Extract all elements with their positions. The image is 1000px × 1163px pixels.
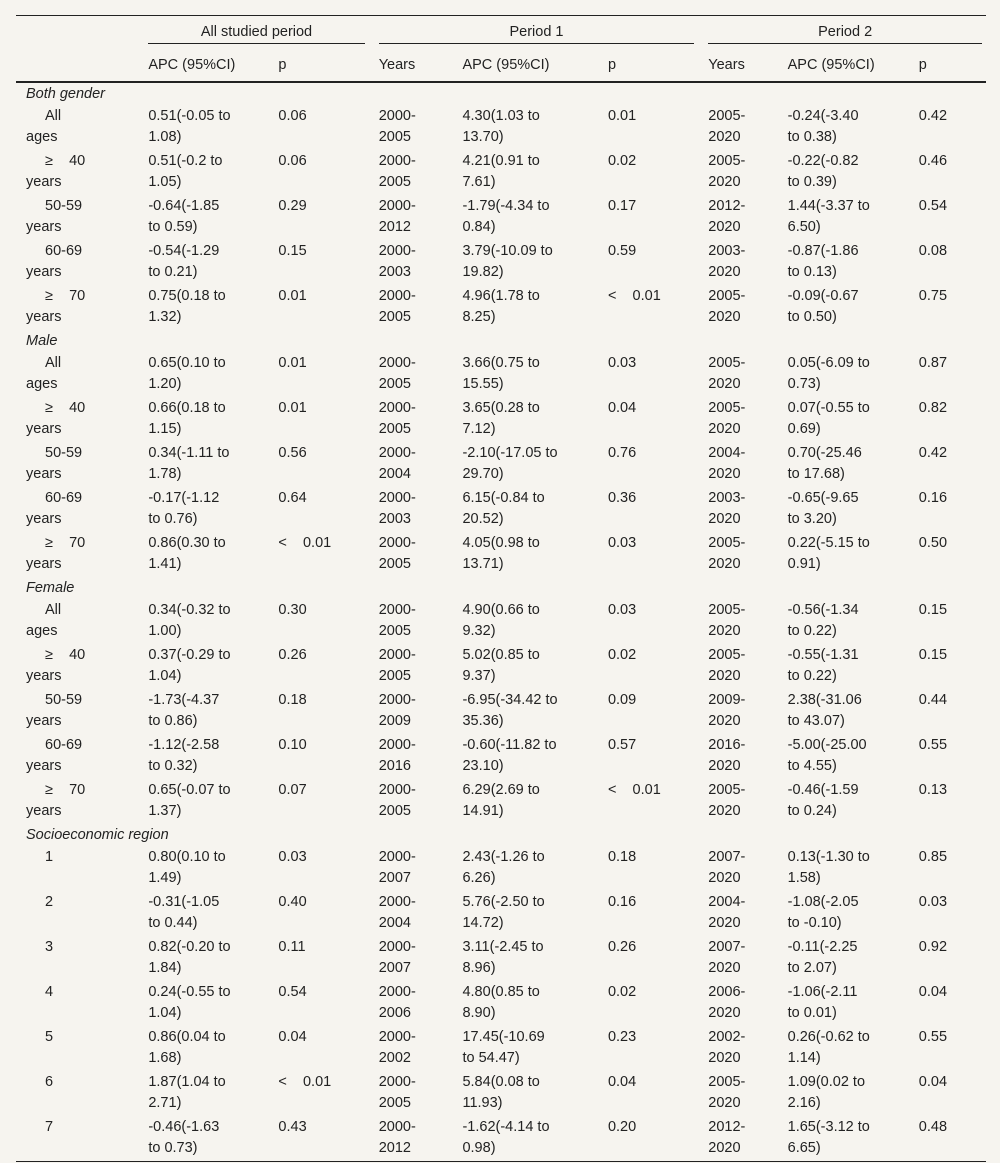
table-cell: 1.09(0.02 to 2.16) [787,1074,866,1111]
table-cell: 0.87 [918,355,948,371]
table-cell: 0.22(-5.15 to 0.91) [787,535,870,572]
table-cell: -1.12(-2.58 to 0.32) [148,737,220,774]
row-label-part: 2 [45,894,54,910]
section-title: Both gender [26,86,106,102]
row-label-part: 4 [45,984,54,1000]
row-label-part: 3 [45,939,54,955]
table-cell: 0.03 [918,894,948,910]
table-row [16,689,986,734]
table-cell: 2006- 2020 [708,984,746,1021]
table-row [16,936,986,981]
row-label [16,1026,138,1071]
table-cell: < 0.01 [607,288,661,304]
row-label-part: 1 [45,849,54,865]
table-cell: 0.09 [607,692,637,708]
table-cell: 0.01 [278,288,307,304]
table-cell: 2012- 2020 [708,198,746,235]
table-cell: 0.29 [278,198,307,214]
table-cell: 5.84(0.08 to 11.93) [462,1074,540,1111]
table-cell: -0.22(-0.82 to 0.39) [787,153,859,190]
table-row [16,487,986,532]
table-cell: -1.06(-2.11 to 0.01) [787,984,858,1021]
table-cell: 2004- 2020 [708,445,746,482]
table-cell: 0.92 [918,939,948,955]
table-row [16,644,986,689]
row-label-part: years [26,421,62,437]
table-cell: 0.66(0.18 to 1.15) [148,400,226,437]
table-cell: 2000- 2005 [378,647,416,684]
apc-table [16,15,986,1162]
table-cell: 2005- 2020 [708,400,746,437]
row-label [16,779,138,824]
table-cell: 0.03 [607,602,637,618]
table-cell: 2009- 2020 [708,692,746,729]
table-row [16,532,986,577]
table-cell: 0.13 [918,782,948,798]
table-cell: -0.24(-3.40 to 0.38) [787,108,859,145]
table-cell: 0.44 [918,692,948,708]
table-cell: 2000- 2003 [378,490,416,527]
row-label-part: All [45,355,62,371]
table-cell: -1.62(-4.14 to 0.98) [462,1119,550,1156]
table-cell: 3.79(-10.09 to 19.82) [462,243,553,280]
table-cell: 2.43(-1.26 to 6.26) [462,849,545,886]
header-group-row [16,16,986,50]
header-column-row [16,49,986,82]
table-cell: 4.30(1.03 to 13.70) [462,108,540,145]
table-row [16,1071,986,1116]
table-cell: 2003- 2020 [708,243,746,280]
table-cell: 0.37(-0.29 to 1.04) [148,647,231,684]
table-row [16,846,986,891]
table-row [16,352,986,397]
row-label-part: years [26,174,62,190]
table-cell: 6.29(2.69 to 14.91) [462,782,540,819]
table-cell: 0.82 [918,400,948,416]
table-cell: 0.86(0.30 to 1.41) [148,535,226,572]
table-cell: 0.65(0.10 to 1.20) [148,355,226,392]
table-cell: 2005- 2020 [708,355,746,392]
table-cell: 4.96(1.78 to 8.25) [462,288,540,325]
section-header-row [16,577,986,599]
table-cell: 2000- 2012 [378,198,416,235]
column-header: p [918,56,927,73]
column-header: APC (95%CI) [148,56,236,73]
table-cell: 0.55 [918,1029,948,1045]
table-cell: -2.10(-17.05 to 29.70) [462,445,558,482]
table-cell: 2005- 2020 [708,1074,746,1111]
table-cell: -0.17(-1.12 to 0.76) [148,490,220,527]
column-header: p [607,56,617,73]
table-cell: 1.87(1.04 to 2.71) [148,1074,226,1111]
table-row [16,981,986,1026]
table-body [16,82,986,1162]
table-row [16,285,986,330]
table-cell: 6.15(-0.84 to 20.52) [462,490,545,527]
table-cell: -5.00(-25.00 to 4.55) [787,737,867,774]
section-title: Male [26,333,58,349]
table-cell: 3.11(-2.45 to 8.96) [462,939,544,976]
row-label [16,532,138,577]
row-label-part: years [26,556,62,572]
row-label [16,442,138,487]
table-cell: 0.54 [918,198,948,214]
section-title: Female [26,580,75,596]
section-header-row [16,82,986,105]
table-cell: 2000- 2004 [378,445,416,482]
table-cell: 2007- 2020 [708,849,746,886]
table-cell: 0.43 [278,1119,307,1135]
row-label-part: years [26,668,62,684]
column-header: APC (95%CI) [462,56,550,73]
table-cell: 0.04 [918,984,948,1000]
row-label [16,352,138,397]
header-group-period-1: Period 1 [369,16,699,50]
table-cell: 2000- 2004 [378,894,416,931]
table-row [16,240,986,285]
row-label-part: 60-69 [45,737,83,753]
row-label-part: years [26,219,62,235]
table-row [16,397,986,442]
table-cell: 2000- 2005 [378,153,416,190]
table-cell: 0.26 [278,647,307,663]
table-cell: 2005- 2020 [708,535,746,572]
table-cell: 2005- 2020 [708,108,746,145]
table-cell: 0.23 [607,1029,637,1045]
table-cell: -0.54(-1.29 to 0.21) [148,243,220,280]
row-label-part: 7 [45,1119,54,1135]
table-row [16,150,986,195]
table-cell: 0.01 [607,108,637,124]
table-cell: 0.11 [278,939,306,955]
table-cell: 0.13(-1.30 to 1.58) [787,849,870,886]
table-cell: 2005- 2020 [708,153,746,190]
table-cell: 0.15 [918,647,948,663]
table-row [16,779,986,824]
table-row [16,1116,986,1162]
row-label-part: ≥ 70 [45,782,86,798]
table-cell: -0.87(-1.86 to 0.13) [787,243,859,280]
row-label [16,599,138,644]
table-cell: 0.06 [278,153,307,169]
table-cell: 0.08 [918,243,948,259]
row-label [16,240,138,285]
row-label-part: years [26,713,62,729]
table-cell: 0.02 [607,984,637,1000]
table-row [16,734,986,779]
table-cell: 0.04 [278,1029,307,1045]
table-cell: 0.75 [918,288,948,304]
section-header-row [16,824,986,846]
table-cell: -0.46(-1.59 to 0.24) [787,782,859,819]
row-label [16,689,138,734]
table-cell: 2000- 2005 [378,535,416,572]
row-label-part: years [26,803,62,819]
row-label [16,150,138,195]
table-cell: 0.51(-0.05 to 1.08) [148,108,231,145]
table-cell: 0.46 [918,153,948,169]
row-label-part: 50-59 [45,445,83,461]
table-cell: 0.76 [607,445,637,461]
row-label-part: ≥ 70 [45,288,86,304]
table-cell: 2000- 2016 [378,737,416,774]
table-cell: 0.17 [607,198,637,214]
row-label [16,981,138,1026]
table-cell: 0.57 [607,737,637,753]
table-cell: 0.80(0.10 to 1.49) [148,849,226,886]
table-cell: -0.55(-1.31 to 0.22) [787,647,859,684]
table-cell: 0.02 [607,647,637,663]
table-row [16,599,986,644]
table-cell: 0.30 [278,602,307,618]
row-label [16,734,138,779]
table-cell: 0.36 [607,490,637,506]
table-cell: 2000- 2005 [378,108,416,145]
table-cell: 2000- 2007 [378,849,416,886]
table-cell: 0.86(0.04 to 1.68) [148,1029,226,1066]
table-cell: 0.04 [607,400,637,416]
table-cell: 0.05(-6.09 to 0.73) [787,355,870,392]
table-cell: 5.02(0.85 to 9.37) [462,647,540,684]
row-label-part: ≥ 40 [45,400,86,416]
table-cell: 2003- 2020 [708,490,746,527]
section-title: Socioeconomic region [26,827,169,843]
table-cell: 4.80(0.85 to 8.90) [462,984,540,1021]
row-label-part: ages [26,376,58,392]
table-cell: 0.04 [918,1074,948,1090]
column-header: APC (95%CI) [787,56,875,73]
table-cell: 1.65(-3.12 to 6.65) [787,1119,870,1156]
row-label-part: years [26,466,62,482]
table-cell: 0.06 [278,108,307,124]
table-cell: 0.54 [278,984,307,1000]
table-cell: -0.11(-2.25 to 2.07) [787,939,858,976]
table-cell: 0.65(-0.07 to 1.37) [148,782,231,819]
table-cell: 0.18 [607,849,637,865]
row-label-part: ages [26,129,58,145]
table-cell: 0.51(-0.2 to 1.05) [148,153,223,190]
table-cell: -0.65(-9.65 to 3.20) [787,490,859,527]
table-cell: -0.09(-0.67 to 0.50) [787,288,859,325]
row-label-part: ≥ 40 [45,647,86,663]
table-cell: 0.03 [607,355,637,371]
table-cell: < 0.01 [278,1074,332,1090]
table-cell: < 0.01 [607,782,661,798]
column-header [16,49,138,82]
table-cell: 2000- 2005 [378,400,416,437]
table-cell: 0.82(-0.20 to 1.84) [148,939,231,976]
table-cell: 2016- 2020 [708,737,746,774]
table-cell: 0.03 [278,849,307,865]
table-cell: 3.66(0.75 to 15.55) [462,355,540,392]
row-label [16,891,138,936]
table-cell: 2000- 2006 [378,984,416,1021]
table-cell: 0.16 [918,490,948,506]
header-group-period-2: Period 2 [698,16,986,50]
table-cell: -0.46(-1.63 to 0.73) [148,1119,220,1156]
table-cell: 0.40 [278,894,307,910]
table-cell: 2005- 2020 [708,602,746,639]
table-cell: 5.76(-2.50 to 14.72) [462,894,545,931]
table-cell: 17.45(-10.69 to 54.47) [462,1029,545,1066]
table-cell: -1.79(-4.34 to 0.84) [462,198,550,235]
row-label-part: years [26,758,62,774]
table-cell: 2012- 2020 [708,1119,746,1156]
table-cell: 0.01 [278,355,307,371]
table-cell: 2005- 2020 [708,647,746,684]
table-row [16,105,986,150]
table-cell: 0.26 [607,939,637,955]
row-label-part: ≥ 40 [45,153,86,169]
row-label-part: 60-69 [45,490,83,506]
column-header: Years [378,56,416,73]
table-cell: 2000- 2005 [378,355,416,392]
table-cell: 0.55 [918,737,948,753]
table-cell: 2007- 2020 [708,939,746,976]
row-label-part: 50-59 [45,692,83,708]
header-empty [16,16,138,50]
table-cell: 0.01 [278,400,307,416]
column-header: p [278,56,287,73]
row-label [16,487,138,532]
row-label-part: All [45,108,62,124]
row-label-part: 50-59 [45,198,83,214]
table-cell: 0.56 [278,445,307,461]
table-row [16,442,986,487]
table-cell: -0.31(-1.05 to 0.44) [148,894,220,931]
row-label-part: ≥ 70 [45,535,86,551]
row-label [16,285,138,330]
table-cell: 2000- 2002 [378,1029,416,1066]
row-label-part: ages [26,623,58,639]
table-cell: 4.21(0.91 to 7.61) [462,153,540,190]
table-cell: 0.16 [607,894,637,910]
row-label-part: All [45,602,62,618]
table-cell: 2000- 2007 [378,939,416,976]
table-cell: 1.44(-3.37 to 6.50) [787,198,870,235]
table-cell: 0.24(-0.55 to 1.04) [148,984,231,1021]
table-cell: 0.85 [918,849,948,865]
table-cell: 0.15 [918,602,948,618]
table-cell: -1.73(-4.37 to 0.86) [148,692,220,729]
table-row [16,891,986,936]
table-cell: 0.64 [278,490,307,506]
row-label-part: 60-69 [45,243,83,259]
table-cell: -0.60(-11.82 to 23.10) [462,737,557,774]
row-label [16,936,138,981]
row-label-part: 5 [45,1029,54,1045]
table-cell: 2000- 2005 [378,782,416,819]
table-cell: -6.95(-34.42 to 35.36) [462,692,558,729]
row-label-part: 6 [45,1074,54,1090]
section-header-row [16,330,986,352]
table-cell: 2000- 2003 [378,243,416,280]
table-cell: 0.70(-25.46 to 17.68) [787,445,862,482]
table-cell: 0.04 [607,1074,637,1090]
table-cell: 2000- 2009 [378,692,416,729]
header-group-all-period: All studied period [138,16,368,50]
table-cell: 0.42 [918,108,948,124]
table-cell: 2000- 2005 [378,602,416,639]
row-label-part: years [26,309,62,325]
table-cell: < 0.01 [278,535,332,551]
row-label [16,397,138,442]
table-cell: 2002- 2020 [708,1029,746,1066]
table-cell: 0.03 [607,535,637,551]
column-header: Years [708,56,745,73]
table-row [16,1026,986,1071]
table-row [16,195,986,240]
table-cell: 2005- 2020 [708,288,746,325]
table-cell: 2000- 2005 [378,1074,416,1111]
table-cell: -0.56(-1.34 to 0.22) [787,602,859,639]
table-cell: 4.05(0.98 to 13.71) [462,535,540,572]
table-cell: 0.42 [918,445,948,461]
table-cell: 0.15 [278,243,307,259]
table-cell: 4.90(0.66 to 9.32) [462,602,540,639]
row-label [16,195,138,240]
table-cell: 0.48 [918,1119,948,1135]
table-cell: 2.38(-31.06 to 43.07) [787,692,862,729]
table-cell: 2004- 2020 [708,894,746,931]
table-cell: 0.02 [607,153,637,169]
row-label-part: years [26,511,62,527]
row-label [16,846,138,891]
table-cell: 2000- 2005 [378,288,416,325]
table-cell: 0.10 [278,737,307,753]
table-cell: 2005- 2020 [708,782,746,819]
row-label [16,644,138,689]
table-cell: 0.18 [278,692,307,708]
table-cell: 3.65(0.28 to 7.12) [462,400,540,437]
table-cell: -0.64(-1.85 to 0.59) [148,198,220,235]
table-cell: 0.34(-0.32 to 1.00) [148,602,231,639]
table-cell: 0.26(-0.62 to 1.14) [787,1029,870,1066]
table-cell: 0.07(-0.55 to 0.69) [787,400,870,437]
table-cell: 0.59 [607,243,637,259]
table-cell: -1.08(-2.05 to -0.10) [787,894,859,931]
table-cell: 0.50 [918,535,948,551]
row-label [16,1116,138,1162]
row-label-part: years [26,264,62,280]
table-cell: 0.07 [278,782,307,798]
table-cell: 2000- 2012 [378,1119,416,1156]
table-cell: 0.34(-1.11 to 1.78) [148,445,230,482]
table-cell: 0.20 [607,1119,637,1135]
row-label [16,105,138,150]
table-cell: 0.75(0.18 to 1.32) [148,288,226,325]
row-label [16,1071,138,1116]
